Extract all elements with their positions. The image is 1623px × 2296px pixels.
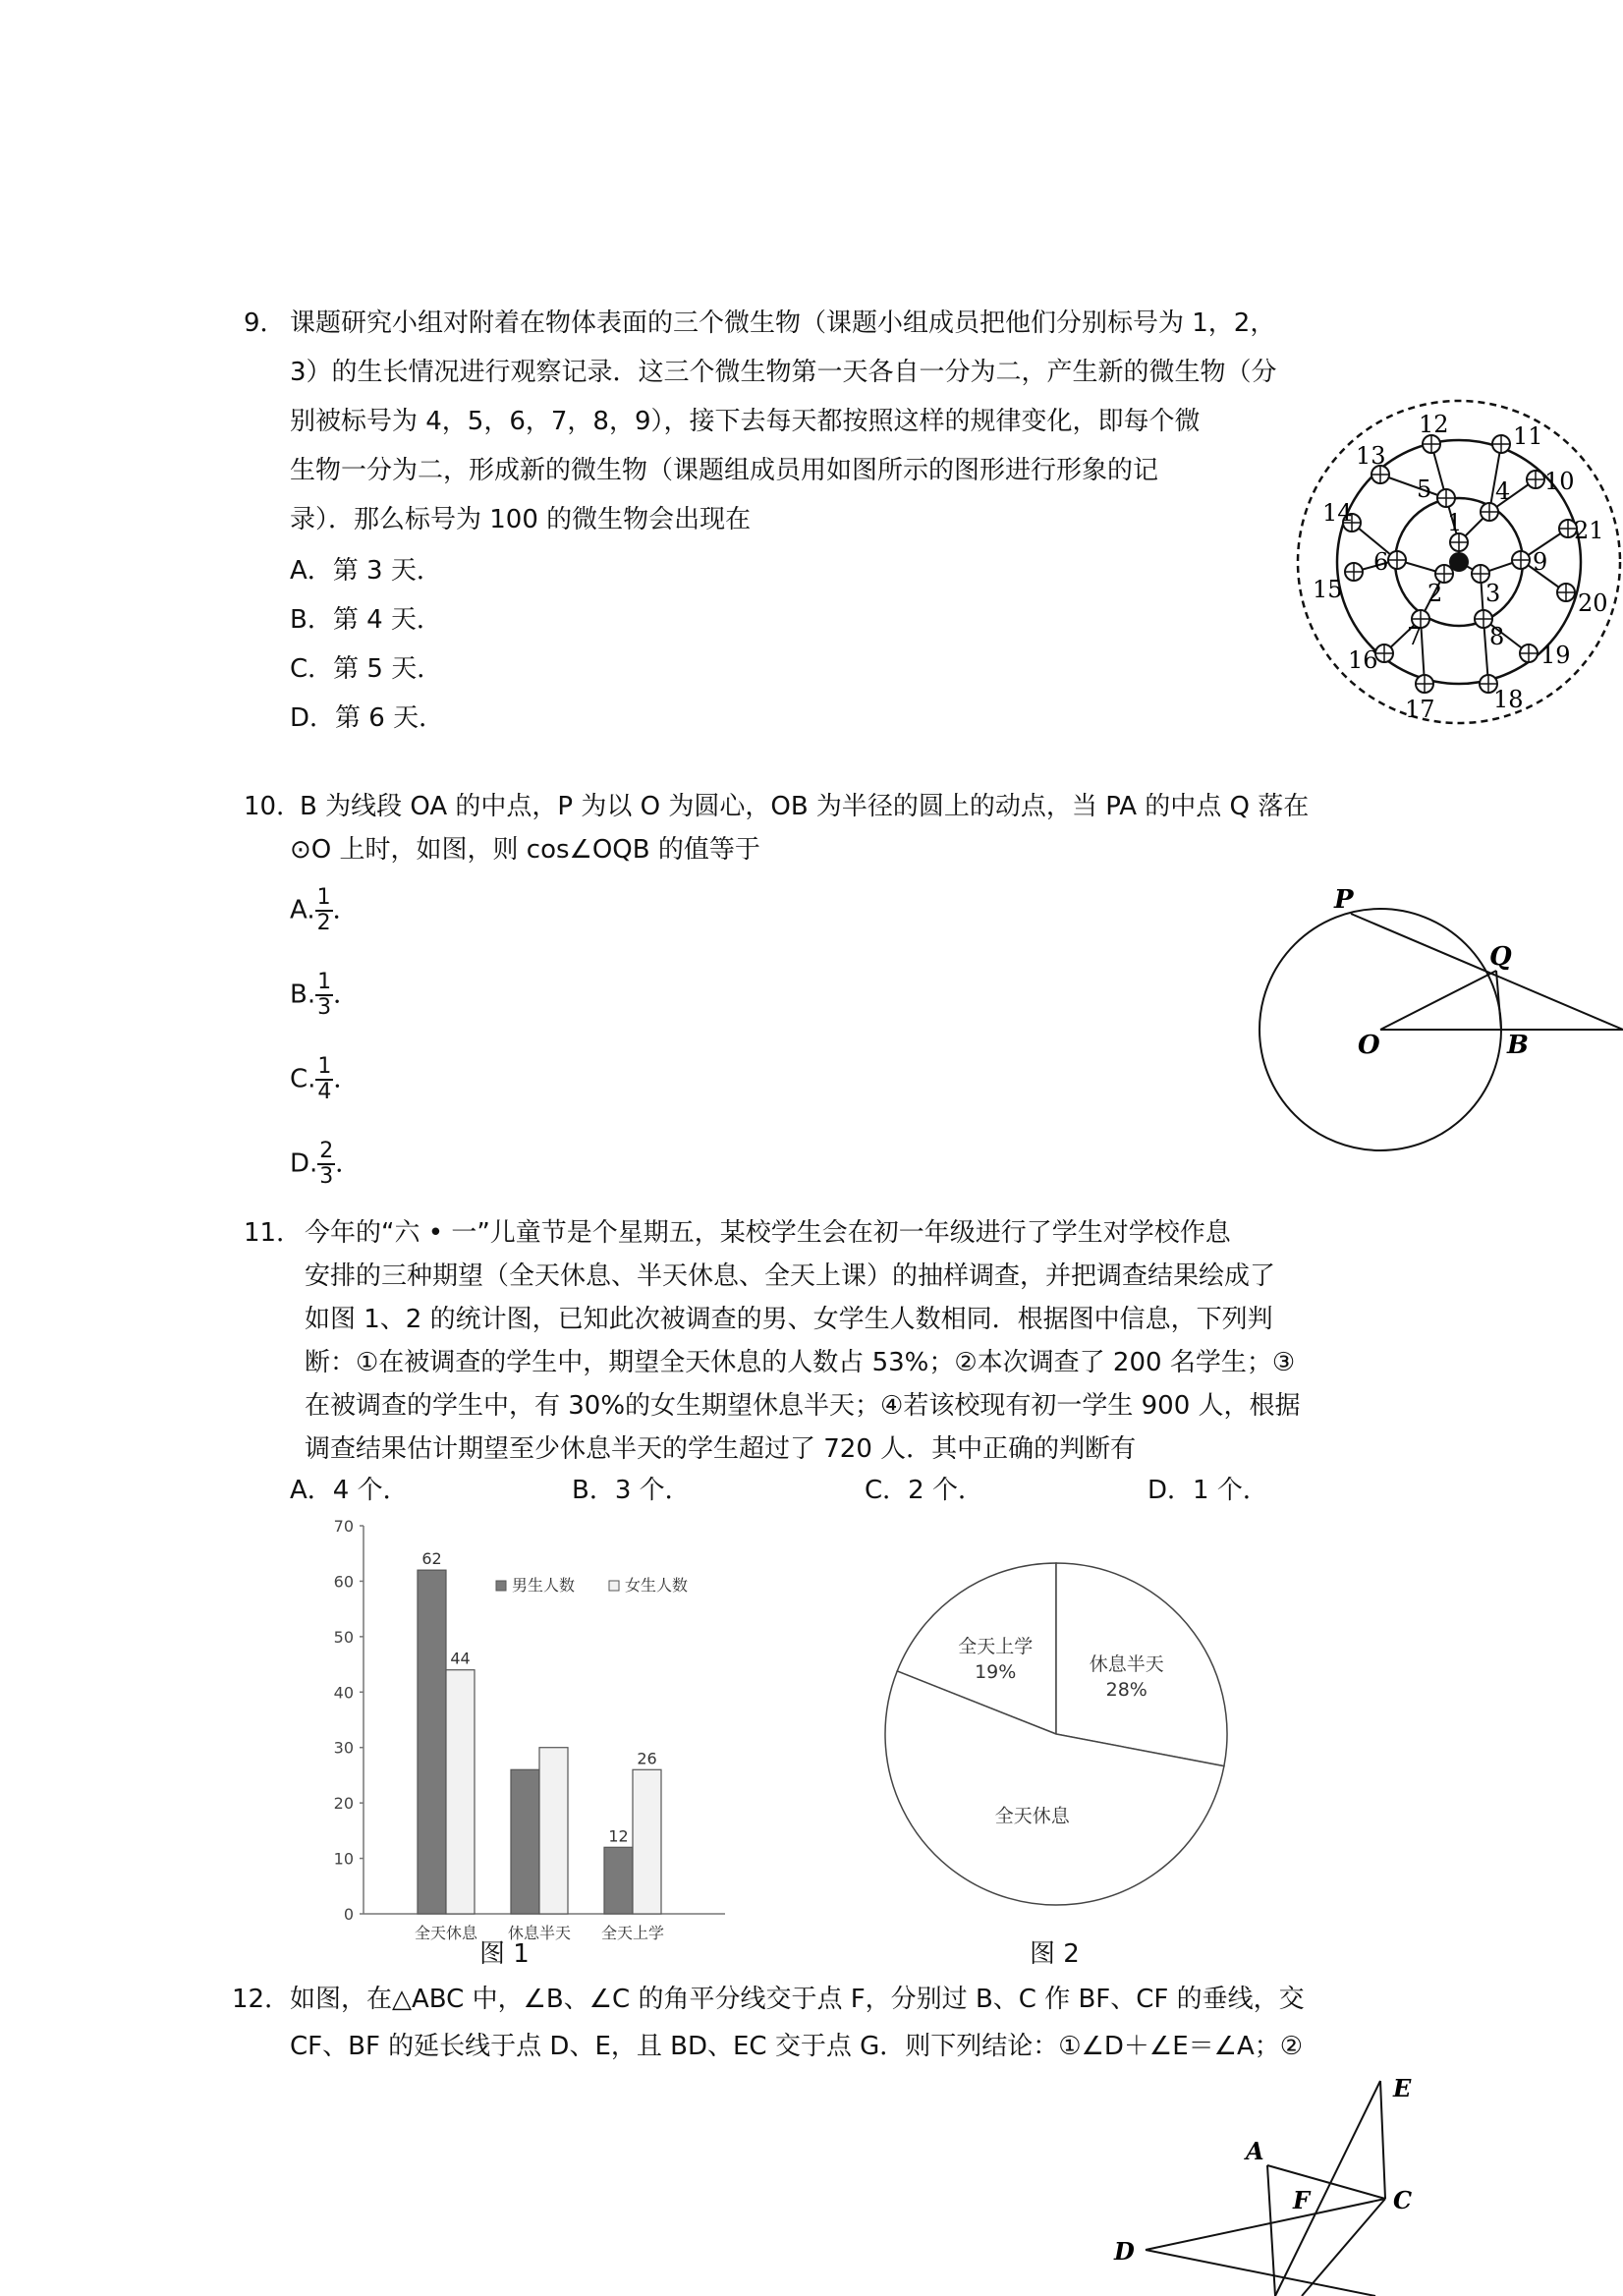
microbe-label: 18 bbox=[1493, 686, 1524, 713]
q12-line-2: CF、BF 的延长线于点 D、E，且 BD、EC 交于点 G．则下列结论：①∠D＋∠E＝∠A；② bbox=[290, 2032, 1304, 2061]
q10-option-b-den: 3 bbox=[317, 995, 332, 1020]
legend-label: 女生人数 bbox=[625, 1576, 689, 1595]
q10-option-d-num: 2 bbox=[319, 1139, 334, 1163]
microbe-label: 7 bbox=[1407, 623, 1423, 650]
legend-label: 男生人数 bbox=[512, 1576, 576, 1595]
q11-number: 11． bbox=[244, 1218, 303, 1248]
q9-line-1: 课题研究小组对附着在物体表面的三个微生物（课题小组成员把他们分别标号为 1，2， bbox=[290, 308, 1276, 338]
segment-pa bbox=[1351, 914, 1623, 1030]
bar-data-label: 12 bbox=[608, 1826, 629, 1846]
q10-option-c-den: 4 bbox=[317, 1080, 332, 1104]
q11-line-2: 安排的三种期望（全天休息、半天休息、全天上课）的抽样调查，并把调查结果绘成了 bbox=[305, 1261, 1276, 1291]
microbe-label: 11 bbox=[1513, 422, 1543, 450]
microbe-label: 21 bbox=[1574, 517, 1604, 544]
microbe-label: 2 bbox=[1427, 580, 1443, 607]
microbe-label: 10 bbox=[1544, 468, 1575, 495]
q10-option-d-letter: D. bbox=[290, 1148, 318, 1179]
q10-number: 10． bbox=[244, 792, 303, 821]
label-q: Q bbox=[1489, 942, 1512, 972]
bar bbox=[418, 1570, 446, 1914]
microbe-label: 14 bbox=[1322, 499, 1353, 527]
q10-option-c-tail: ． bbox=[333, 1064, 360, 1094]
microbe-node bbox=[1527, 471, 1544, 488]
legend-swatch bbox=[609, 1581, 619, 1591]
microbe-label: 8 bbox=[1489, 623, 1505, 650]
q10-option-b-num: 1 bbox=[317, 970, 332, 994]
label-f: F bbox=[1293, 2186, 1311, 2214]
q12-number: 12． bbox=[232, 1985, 291, 2014]
y-tick-label: 50 bbox=[333, 1627, 354, 1647]
microbe-node bbox=[1481, 503, 1498, 521]
figure-1-caption: 图 1 bbox=[479, 1939, 530, 1969]
y-tick-label: 20 bbox=[333, 1794, 354, 1814]
q9-line-5: 录）．那么标号为 100 的微生物会出现在 bbox=[290, 505, 752, 534]
pie-slice-percent: 19% bbox=[975, 1660, 1017, 1683]
q10-option-c[interactable] bbox=[290, 1055, 359, 1104]
microbe-label: 12 bbox=[1419, 411, 1449, 438]
microbe-node bbox=[1437, 489, 1455, 507]
label-o: O bbox=[1358, 1031, 1380, 1060]
microbe-node bbox=[1345, 563, 1363, 581]
q11-line-1: 今年的“六 • 一”儿童节是个星期五，某校学生会在初一年级进行了学生对学校作息 bbox=[305, 1218, 1231, 1248]
bar bbox=[604, 1847, 633, 1914]
segment-be bbox=[1275, 2081, 1380, 2296]
pie-slice-label: 全天上学 bbox=[958, 1635, 1034, 1657]
y-tick-label: 10 bbox=[333, 1849, 354, 1869]
q10-option-a-tail: ． bbox=[332, 895, 359, 925]
q10-option-b-letter: B. bbox=[290, 980, 316, 1010]
x-category-label: 休息半天 bbox=[507, 1924, 572, 1942]
bar-chart bbox=[333, 1517, 737, 1942]
pie-slice-label: 全天休息 bbox=[994, 1805, 1070, 1827]
segment-ac bbox=[1267, 2165, 1385, 2199]
q10-line-2: ⊙O 上时，如图，则 cos∠OQB 的值等于 bbox=[290, 835, 760, 865]
label-a: A bbox=[1246, 2137, 1264, 2165]
bar bbox=[511, 1769, 539, 1914]
microbe-label: 15 bbox=[1313, 576, 1343, 603]
q11-option-c[interactable]: C．2 个． bbox=[865, 1476, 983, 1505]
triangle-geometry-figure bbox=[1100, 2073, 1434, 2296]
x-category-label: 全天上学 bbox=[600, 1924, 665, 1942]
legend-swatch bbox=[496, 1581, 506, 1591]
tree-edge bbox=[1380, 475, 1446, 498]
microbe-label: 16 bbox=[1348, 646, 1378, 674]
q10-option-a-den: 2 bbox=[316, 911, 331, 935]
y-tick-label: 0 bbox=[343, 1905, 354, 1924]
circle-geometry-figure bbox=[1258, 874, 1623, 1159]
microbe-label: 19 bbox=[1540, 642, 1571, 669]
q10-option-b[interactable] bbox=[290, 971, 359, 1020]
microbe-node bbox=[1512, 551, 1530, 569]
q10-option-a[interactable] bbox=[290, 886, 359, 935]
q10-option-a-fraction bbox=[315, 886, 333, 935]
q10-line-1: B 为线段 OA 的中点，P 为以 O 为圆心，OB 为半径的圆上的动点，当 PA 的中点 Q 落在 bbox=[300, 792, 1310, 821]
bar bbox=[539, 1748, 568, 1914]
q10-option-b-tail: ． bbox=[333, 980, 360, 1010]
y-tick-label: 30 bbox=[333, 1738, 354, 1758]
label-b: B bbox=[1507, 1031, 1529, 1060]
microbe-label: 6 bbox=[1373, 548, 1389, 576]
q9-number: 9． bbox=[244, 308, 286, 338]
label-e: E bbox=[1393, 2074, 1412, 2102]
q9-line-2: 3）的生长情况进行观察记录．这三个微生物第一天各自一分为二，产生新的微生物（分 bbox=[290, 358, 1277, 387]
microbe-label: 5 bbox=[1417, 476, 1432, 503]
microbe-node bbox=[1375, 644, 1393, 662]
q9-option-a[interactable]: A．第 3 天． bbox=[290, 556, 442, 586]
bar-data-label: 62 bbox=[421, 1549, 442, 1569]
microbe-label: 1 bbox=[1447, 509, 1463, 536]
q10-option-a-num: 1 bbox=[316, 885, 331, 910]
pie-slice-percent: 28% bbox=[1105, 1678, 1147, 1701]
q12-line-1: 如图，在△ABC 中，∠B、∠C 的角平分线交于点 F，分别过 B、C 作 BF、CF 的垂线，交 bbox=[290, 1985, 1305, 2014]
q9-line-4: 生物一分为二，形成新的微生物（课题组成员用如图所示的图形进行形象的记 bbox=[290, 456, 1159, 485]
microbe-label: 13 bbox=[1356, 442, 1386, 470]
q10-option-d-fraction bbox=[317, 1140, 335, 1189]
q10-option-c-letter: C. bbox=[290, 1064, 316, 1094]
segment-oq bbox=[1380, 971, 1496, 1030]
q9-option-b[interactable]: B．第 4 天． bbox=[290, 605, 442, 635]
q11-line-6: 调查结果估计期望至少休息半天的学生超过了 720 人．其中正确的判断有 bbox=[305, 1434, 1137, 1464]
microbe-node bbox=[1520, 644, 1538, 662]
q10-option-c-num: 1 bbox=[317, 1054, 332, 1079]
microbe-label: 9 bbox=[1533, 548, 1548, 576]
microbe-label: 17 bbox=[1405, 696, 1435, 723]
segment-dc bbox=[1146, 2199, 1385, 2250]
bar bbox=[633, 1769, 661, 1914]
x-category-label: 全天休息 bbox=[414, 1924, 478, 1942]
q10-option-d-den: 3 bbox=[319, 1164, 334, 1189]
figure-2-caption: 图 2 bbox=[1030, 1939, 1080, 1969]
microbe-node bbox=[1416, 675, 1433, 693]
q10-option-d-tail: ． bbox=[335, 1148, 362, 1179]
label-d: D bbox=[1114, 2237, 1135, 2266]
q11-option-d[interactable]: D．1 个． bbox=[1147, 1476, 1268, 1505]
microbe-node bbox=[1388, 551, 1406, 569]
q10-option-d[interactable] bbox=[290, 1140, 361, 1189]
label-p: P bbox=[1334, 885, 1354, 915]
microbe-label: 20 bbox=[1578, 589, 1608, 617]
pie-slice-label: 休息半天 bbox=[1089, 1652, 1164, 1675]
q11-line-3: 如图 1、2 的统计图，已知此次被调查的男、女学生人数相同．根据图中信息，下列判 bbox=[305, 1305, 1273, 1334]
label-c: C bbox=[1393, 2186, 1413, 2214]
q11-line-4: 断：①在被调查的学生中，期望全天休息的人数占 53%；②本次调查了 200 名学生；③ bbox=[305, 1348, 1296, 1377]
y-tick-label: 70 bbox=[333, 1517, 354, 1536]
microbe-node bbox=[1492, 435, 1510, 453]
microbe-node bbox=[1557, 584, 1575, 601]
q10-option-c-fraction bbox=[315, 1055, 333, 1104]
y-tick-label: 40 bbox=[333, 1683, 354, 1703]
microbe-diagram bbox=[1287, 393, 1623, 732]
q10-option-a-letter: A. bbox=[290, 895, 315, 925]
q9-option-c[interactable]: C．第 5 天． bbox=[290, 654, 443, 684]
q9-line-3: 别被标号为 4，5，6，7，8，9），接下去每天都按照这样的规律变化，即每个微 bbox=[290, 407, 1201, 436]
q11-option-a[interactable]: A．4 个． bbox=[290, 1476, 409, 1505]
q11-option-b[interactable]: B．3 个． bbox=[572, 1476, 691, 1505]
center-dot bbox=[1449, 552, 1469, 572]
segment-ec bbox=[1380, 2081, 1385, 2199]
q10-option-b-fraction bbox=[315, 971, 333, 1020]
bar-data-label: 44 bbox=[450, 1649, 471, 1668]
bar-data-label: 26 bbox=[637, 1749, 657, 1768]
microbe-label: 4 bbox=[1495, 477, 1511, 505]
y-tick-label: 60 bbox=[333, 1572, 354, 1592]
segment-bd bbox=[1146, 2250, 1375, 2296]
q9-option-d[interactable]: D．第 6 天． bbox=[290, 703, 445, 733]
pie-chart bbox=[879, 1557, 1233, 1911]
microbe-label: 3 bbox=[1485, 580, 1501, 607]
q11-line-5: 在被调查的学生中，有 30%的女生期望休息半天；④若该校现有初一学生 900 人，根据 bbox=[305, 1391, 1301, 1421]
bar bbox=[446, 1670, 475, 1914]
